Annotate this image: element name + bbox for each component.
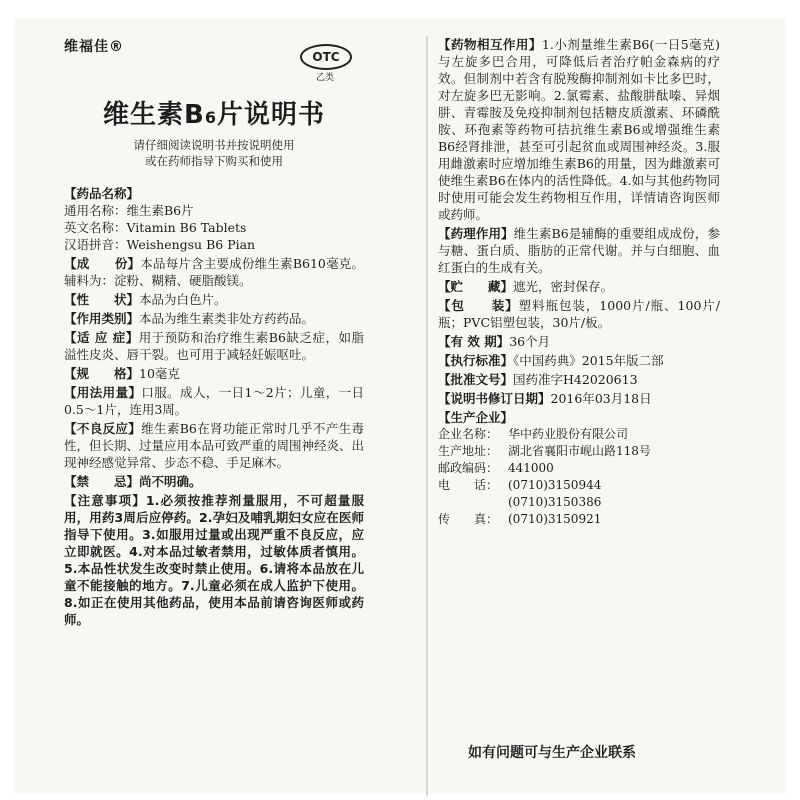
package-label: 【包 装】 (438, 298, 519, 313)
maker-row (438, 511, 720, 528)
revision-text: 2016年03月18日 (550, 391, 652, 406)
appearance-label: 【性 状】 (64, 292, 140, 307)
maker-key: 企业名称： (438, 427, 499, 441)
section-indications (64, 329, 364, 363)
pharmacology-text: 维生素B6是辅酶的重要组成成份，参与糖、蛋白质、脂肪的正常代谢。并与白细胞、血红蛋白的生成有关。 (438, 226, 720, 275)
section-category (64, 310, 364, 327)
standard-text: 《中国药典》2015年版二部 (513, 353, 664, 368)
maker-row (438, 494, 720, 511)
approval-label: 【批准文号】 (438, 372, 514, 387)
storage-text: 遮光，密封保存。 (513, 279, 614, 294)
composition-text: 本品每片含主要成份维生素B610毫克。辅料为：淀粉、糊精、硬脂酸镁。 (64, 256, 364, 288)
section-composition (64, 255, 364, 289)
pinyin-name: 汉语拼音：Weishengsu B6 Pian (64, 237, 256, 252)
validity-text: 36个月 (509, 334, 551, 349)
maker-key (438, 494, 508, 511)
indications-label: 【适 应 症】 (64, 330, 139, 345)
brand-name: 维福佳® (64, 39, 124, 55)
maker-row (438, 477, 720, 494)
maker-key: 传 真： (438, 512, 499, 526)
otc-class: 乙类 (316, 73, 335, 83)
maker-row (438, 426, 720, 443)
otc-badge: OTC (300, 44, 352, 70)
section-spec (64, 365, 364, 382)
indications-text: 用于预防和治疗维生素B6缺乏症，如脂溢性皮炎、唇干裂。也可用于减轻妊娠呕吐。 (64, 330, 364, 362)
advice-line-2: 或在药师指导下购买和使用 (145, 154, 283, 168)
maker-row (438, 443, 720, 460)
section-manufacturer (438, 409, 720, 528)
maker-value: (0710)3150921 (508, 512, 602, 526)
section-revision-date (438, 390, 720, 407)
section-appearance (64, 291, 364, 308)
maker-value: 华中药业股份有限公司 (508, 427, 629, 441)
generic-name: 通用名称：维生素B6片 (64, 203, 194, 218)
page-title (64, 94, 364, 131)
validity-label: 【有 效 期】 (438, 334, 510, 349)
section-package (438, 297, 720, 331)
appearance-text: 本品为白色片。 (139, 292, 227, 307)
approval-text: 国药准字H42020613 (513, 372, 638, 387)
package-text: 塑料瓶包装，1000片/瓶、100片/瓶；PVC铝塑包装，30片/板。 (438, 298, 720, 330)
section-contraindications (64, 473, 364, 490)
drug-name-label: 【药品名称】 (64, 186, 140, 201)
section-drug-name (64, 185, 364, 253)
composition-label: 【成 份】 (64, 256, 141, 271)
maker-key: 邮政编码： (438, 461, 499, 475)
section-storage (438, 278, 720, 295)
section-approval (438, 371, 720, 388)
dosage-text: 口服。成人，一日1～2片；儿童，一日0.5～1片，连用3周。 (64, 385, 364, 417)
footer-note: 如有问题可与生产企业联系 (468, 745, 636, 761)
maker-row (438, 460, 720, 477)
standard-label: 【执行标准】 (438, 353, 514, 368)
leaflet-sheet (14, 18, 786, 794)
interactions-label: 【药物相互作用】 (438, 37, 542, 52)
maker-label: 【生产企业】 (438, 410, 514, 425)
storage-label: 【贮 藏】 (438, 279, 514, 294)
maker-value: 441000 (508, 461, 554, 475)
section-pharmacology (438, 225, 720, 276)
fold-line (426, 36, 428, 796)
category-text: 本品为维生素类非处方药药品。 (139, 311, 315, 326)
precautions-label: 【注意事项】 (64, 493, 146, 508)
spec-label: 【规 格】 (64, 366, 140, 381)
section-interactions (438, 36, 720, 223)
dosage-label: 【用法用量】 (64, 385, 142, 400)
maker-value: 湖北省襄阳市岘山路118号 (508, 444, 651, 458)
title-tail: 片说明书 (216, 100, 325, 130)
section-dosage (64, 384, 364, 418)
english-name: 英文名称：Vitamin B6 Tablets (64, 220, 247, 235)
maker-value: (0710)3150944 (508, 478, 602, 492)
adverse-label: 【不良反应】 (64, 421, 142, 436)
spec-text: 10毫克 (139, 366, 180, 381)
interactions-text: 1.小剂量维生素B6(一日5毫克)与左旋多巴合用，可降低后者治疗帕金森病的疗效。但制剂中若含有脱羧酶抑制剂如卡比多巴时，对左旋多巴无影响。2.氯霉素、盐酸肼酞嗪、异烟肼、青霉胺及免疫抑制剂包括糖皮质激素、环磷酰胺、环孢素等药物可拮抗维生素B6或增强维生素B6经肾排泄，甚至可引起贫血或周围神经炎。3.服用雌激素时应增加维生素B6的用量，因为雌激素可使维生素B6在体内的活性降低。4.如与其他药物同时使用可能会发生药物相互作用，详情请咨询医师或药师。 (438, 37, 720, 222)
right-column (438, 36, 720, 530)
advice-line-1: 请仔细阅读说明书并按说明使用 (133, 138, 295, 152)
maker-key: 电 话： (438, 478, 499, 492)
category-label: 【作用类别】 (64, 311, 140, 326)
usage-advice (64, 137, 364, 169)
title-subscript: 6 (204, 108, 217, 127)
adverse-text: 维生素B6在肾功能正常时几乎不产生毒性，但长期、过量应用本品可致严重的周围神经炎、出现神经感觉异常、步态不稳、手足麻木。 (64, 421, 365, 470)
section-standard (438, 352, 720, 369)
revision-label: 【说明书修订日期】 (438, 391, 551, 406)
precautions-text: 1.必须按推荐剂量服用，不可超量服用，用药3周后应停药。2.孕妇及哺乳期妇女应在医师指导下使用。3.如服用过量或出现严重不良反应，应立即就医。4.对本品过敏者禁用，过敏体质者慎用。5.本品性状发生改变时禁止使用。6.请将本品放在儿童不能接触的地方。7.儿童必须在成人监护下使用。8.如正在使用其他药品，使用本品前请咨询医师或药师。 (64, 493, 364, 627)
maker-key: 生产地址： (438, 444, 499, 458)
section-validity (438, 333, 720, 350)
section-adverse (64, 420, 364, 471)
contra-label: 【禁 忌】 (64, 474, 140, 489)
left-column (64, 36, 364, 630)
section-precautions (64, 492, 364, 628)
title-main: 维生素B (103, 100, 205, 130)
contra-text: 尚不明确。 (139, 474, 202, 489)
maker-value: (0710)3150386 (508, 495, 602, 509)
pharmacology-label: 【药理作用】 (438, 226, 514, 241)
